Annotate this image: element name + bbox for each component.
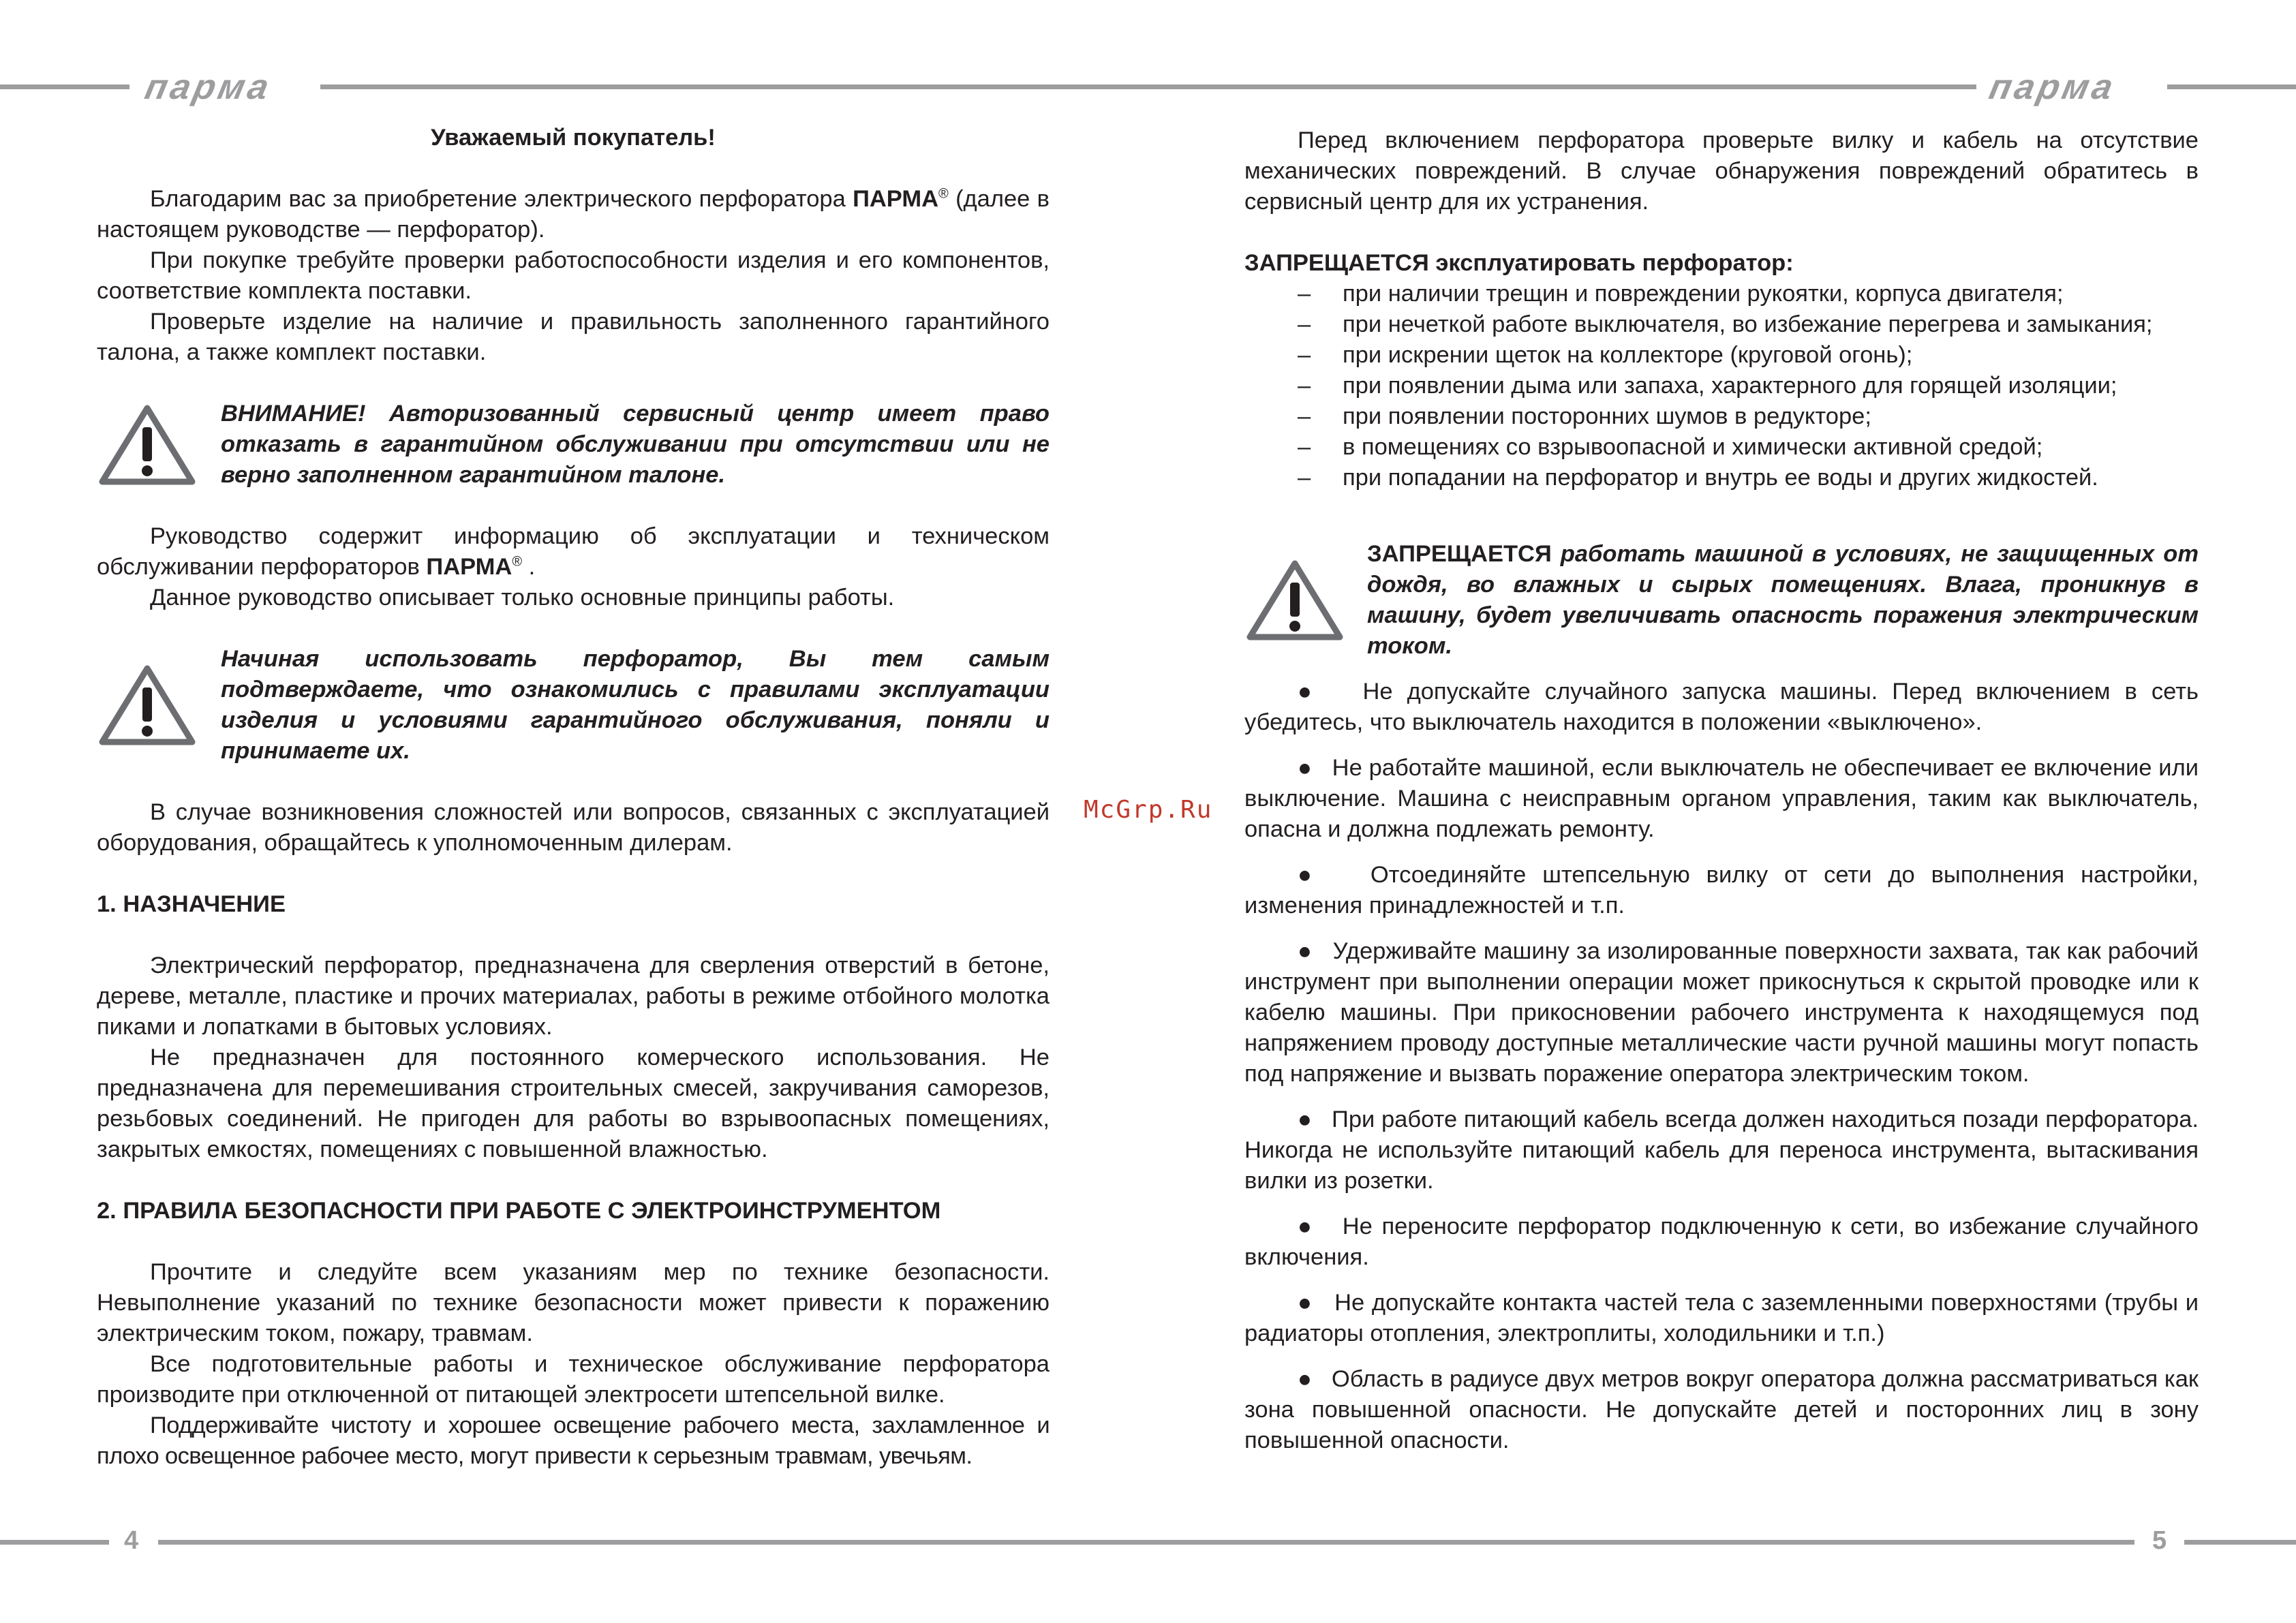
safety-bullet: ● Не переносите перфоратор подключенную к сети, во избежание случайного включения. — [1244, 1214, 2199, 1270]
brand-logo-right: парма — [1985, 67, 2120, 107]
warning-triangle-icon — [97, 663, 198, 747]
section-heading: 1. НАЗНАЧЕНИЕ — [97, 891, 286, 917]
intro-paragraph: Благодарим вас за приобретение электрического перфоратора ПАРМА® (далее в настоящем руководстве — перфоратор). — [97, 186, 1050, 243]
footer-rule-right — [2184, 1540, 2296, 1545]
manual-paragraph: Данное руководство описывает только основные принципы работы. — [150, 585, 895, 610]
page-number-right: 5 — [2152, 1526, 2167, 1555]
safety-bullet: ● Удерживайте машину за изолированные поверхности захвата, так как рабочий инструмент при выполнении операции может прикоснуться к скрытой проводке или к кабелю машины. При прикосновении рабочего инструмента к находящемуся под напряжением проводу доступные металлические части ручной машины могут попасть под напряжение и вызвать поражение оператора электрическим током. — [1244, 938, 2199, 1087]
manual-paragraph: Руководство содержит информацию об эксплуатации и техническом обслуживании перфораторов ПАРМА® . — [97, 523, 1050, 580]
safety-bullet: ● Область в радиусе двух метров вокруг оператора должна рассматриваться как зона повышенной опасности. Не допускайте детей и посторонних лиц в зону повышенной опасности. — [1244, 1366, 2199, 1453]
footer-rule-left — [0, 1540, 109, 1545]
warning-block-moisture — [1244, 539, 2199, 662]
safety-bullet: ● При работе питающий кабель всегда должен находиться позади перфоратора. Никогда не используйте питающий кабель для переноса инструмента, вытаскивания вилки из розетки. — [1244, 1107, 2199, 1194]
list-item: – при наличии трещин и повреждении рукоятки, корпуса двигателя; — [1298, 281, 2064, 307]
header-rule-left — [0, 84, 129, 89]
list-item: – при появлении дыма или запаха, характерного для горящей изоляции; — [1298, 373, 2117, 399]
warning-text: Начиная использовать перфоратор, Вы тем самым подтверждаете, что ознакомились с правилами эксплуатации изделия и условиями гарантийного обслуживания, поняли и принимаете их. — [221, 646, 1050, 764]
warning-triangle-icon — [1244, 558, 1345, 643]
right-page — [1244, 125, 2199, 1456]
prohibit-list — [1244, 279, 2199, 493]
safety-bullet: ● Не допускайте случайного запуска машины. Перед включением в сеть убедитесь, что выключатель находится в положении «выключено». — [1244, 679, 2199, 735]
intro-paragraph: Проверьте изделие на наличие и правильность заполненного гарантийного талона, а также комплект поставки. — [97, 309, 1050, 365]
list-item: – при попадании на перфоратор и внутрь ее воды и других жидкостей. — [1298, 465, 2098, 491]
watermark: McGrp.Ru — [1084, 796, 1213, 824]
safety-bullet: ● Не работайте машиной, если выключатель не обеспечивает ее включение или выключение. Машина с неисправным органом управления, таким как выключатель, опасна и должна подлежать ремонту. — [1244, 755, 2199, 842]
greeting-heading: Уважаемый покупатель! — [431, 125, 716, 151]
purpose-paragraph: Электрический перфоратор, предназначена для сверления отверстий в бетоне, дереве, металле, пластике и прочих материалах, работы в режиме отбойного молотка пиками и лопатками в бытовых условиях. — [97, 953, 1050, 1040]
safety-paragraph: Поддерживайте чистоту и хорошее освещение рабочего места, захламленное и плохо освещенное рабочее место, могут привести к серьезным травмам, увечьям. — [97, 1412, 1050, 1469]
prohibit-heading: ЗАПРЕЩАЕТСЯ эксплуатировать перфоратор: — [1244, 250, 1794, 276]
warning-text: ВНИМАНИЕ! Авторизованный сервисный центр имеет право отказать в гарантийном обслуживании при отсутствии или не верно заполненном гарантийном талоне. — [221, 401, 1050, 488]
list-item: – при появлении посторонних шумов в редукторе; — [1298, 403, 1871, 429]
list-item: – при искрении щеток на коллекторе (круговой огонь); — [1298, 342, 1913, 368]
list-item: – при нечеткой работе выключателя, во избежание перегрева и замыкания; — [1298, 311, 2153, 337]
safety-bullet: ● Не допускайте контакта частей тела с заземленными поверхностями (трубы и радиаторы отопления, электроплиты, холодильники и т.п.) — [1244, 1290, 2199, 1346]
footer-rule-center — [158, 1540, 2134, 1545]
dealer-paragraph: В случае возникновения сложностей или вопросов, связанных с эксплуатацией оборудования, обращайтесь к уполномоченным дилерам. — [97, 799, 1050, 856]
left-page — [97, 123, 1050, 1472]
intro-paragraph: При покупке требуйте проверки работоспособности изделия и его компонентов, соответствие комплекта поставки. — [97, 247, 1050, 304]
safety-bullet: ● Отсоединяйте штепсельную вилку от сети до выполнения настройки, изменения принадлежностей и т.п. — [1244, 862, 2199, 918]
warning-block-warranty — [97, 399, 1050, 491]
purpose-paragraph: Не предназначен для постоянного комерческого использования. Не предназначена для перемешивания строительных смесей, закручивания саморезов, резьбовых соединений. Не пригоден для работы во взрывоопасных помещениях, закрытых емкостях, помещениях с повышенной влажностью. — [97, 1045, 1050, 1162]
list-item: – в помещениях со взрывоопасной и химически активной средой; — [1298, 434, 2043, 460]
warning-text: ЗАПРЕЩАЕТСЯ работать машиной в условиях, не защищенных от дождя, во влажных и сырых помещениях. Влага, проникнув в машину, будет увеличивать опасность поражения электрическим током. — [1367, 541, 2199, 659]
header-rule-right — [2167, 84, 2296, 89]
page-number-left: 4 — [124, 1526, 139, 1555]
check-paragraph: Перед включением перфоратора проверьте вилку и кабель на отсутствие механических повреждений. В случае обнаружения повреждений обратитесь в сервисный центр для их устранения. — [1244, 127, 2199, 215]
safety-paragraph: Все подготовительные работы и техническое обслуживание перфоратора производите при отключенной от питающей электросети штепсельной вилке. — [97, 1351, 1050, 1408]
section-heading: 2. ПРАВИЛА БЕЗОПАСНОСТИ ПРИ РАБОТЕ С ЭЛЕКТРОИНСТРУМЕНТОМ — [97, 1198, 941, 1224]
header-rule-center — [320, 84, 1976, 89]
warning-block-acceptance — [97, 644, 1050, 767]
safety-paragraph: Прочтите и следуйте всем указаниям мер по технике безопасности. Невыполнение указаний по технике безопасности может привести к поражению электрическим током, пожару, травмам. — [97, 1259, 1050, 1346]
brand-logo-left: парма — [141, 67, 276, 107]
warning-triangle-icon — [97, 403, 198, 487]
